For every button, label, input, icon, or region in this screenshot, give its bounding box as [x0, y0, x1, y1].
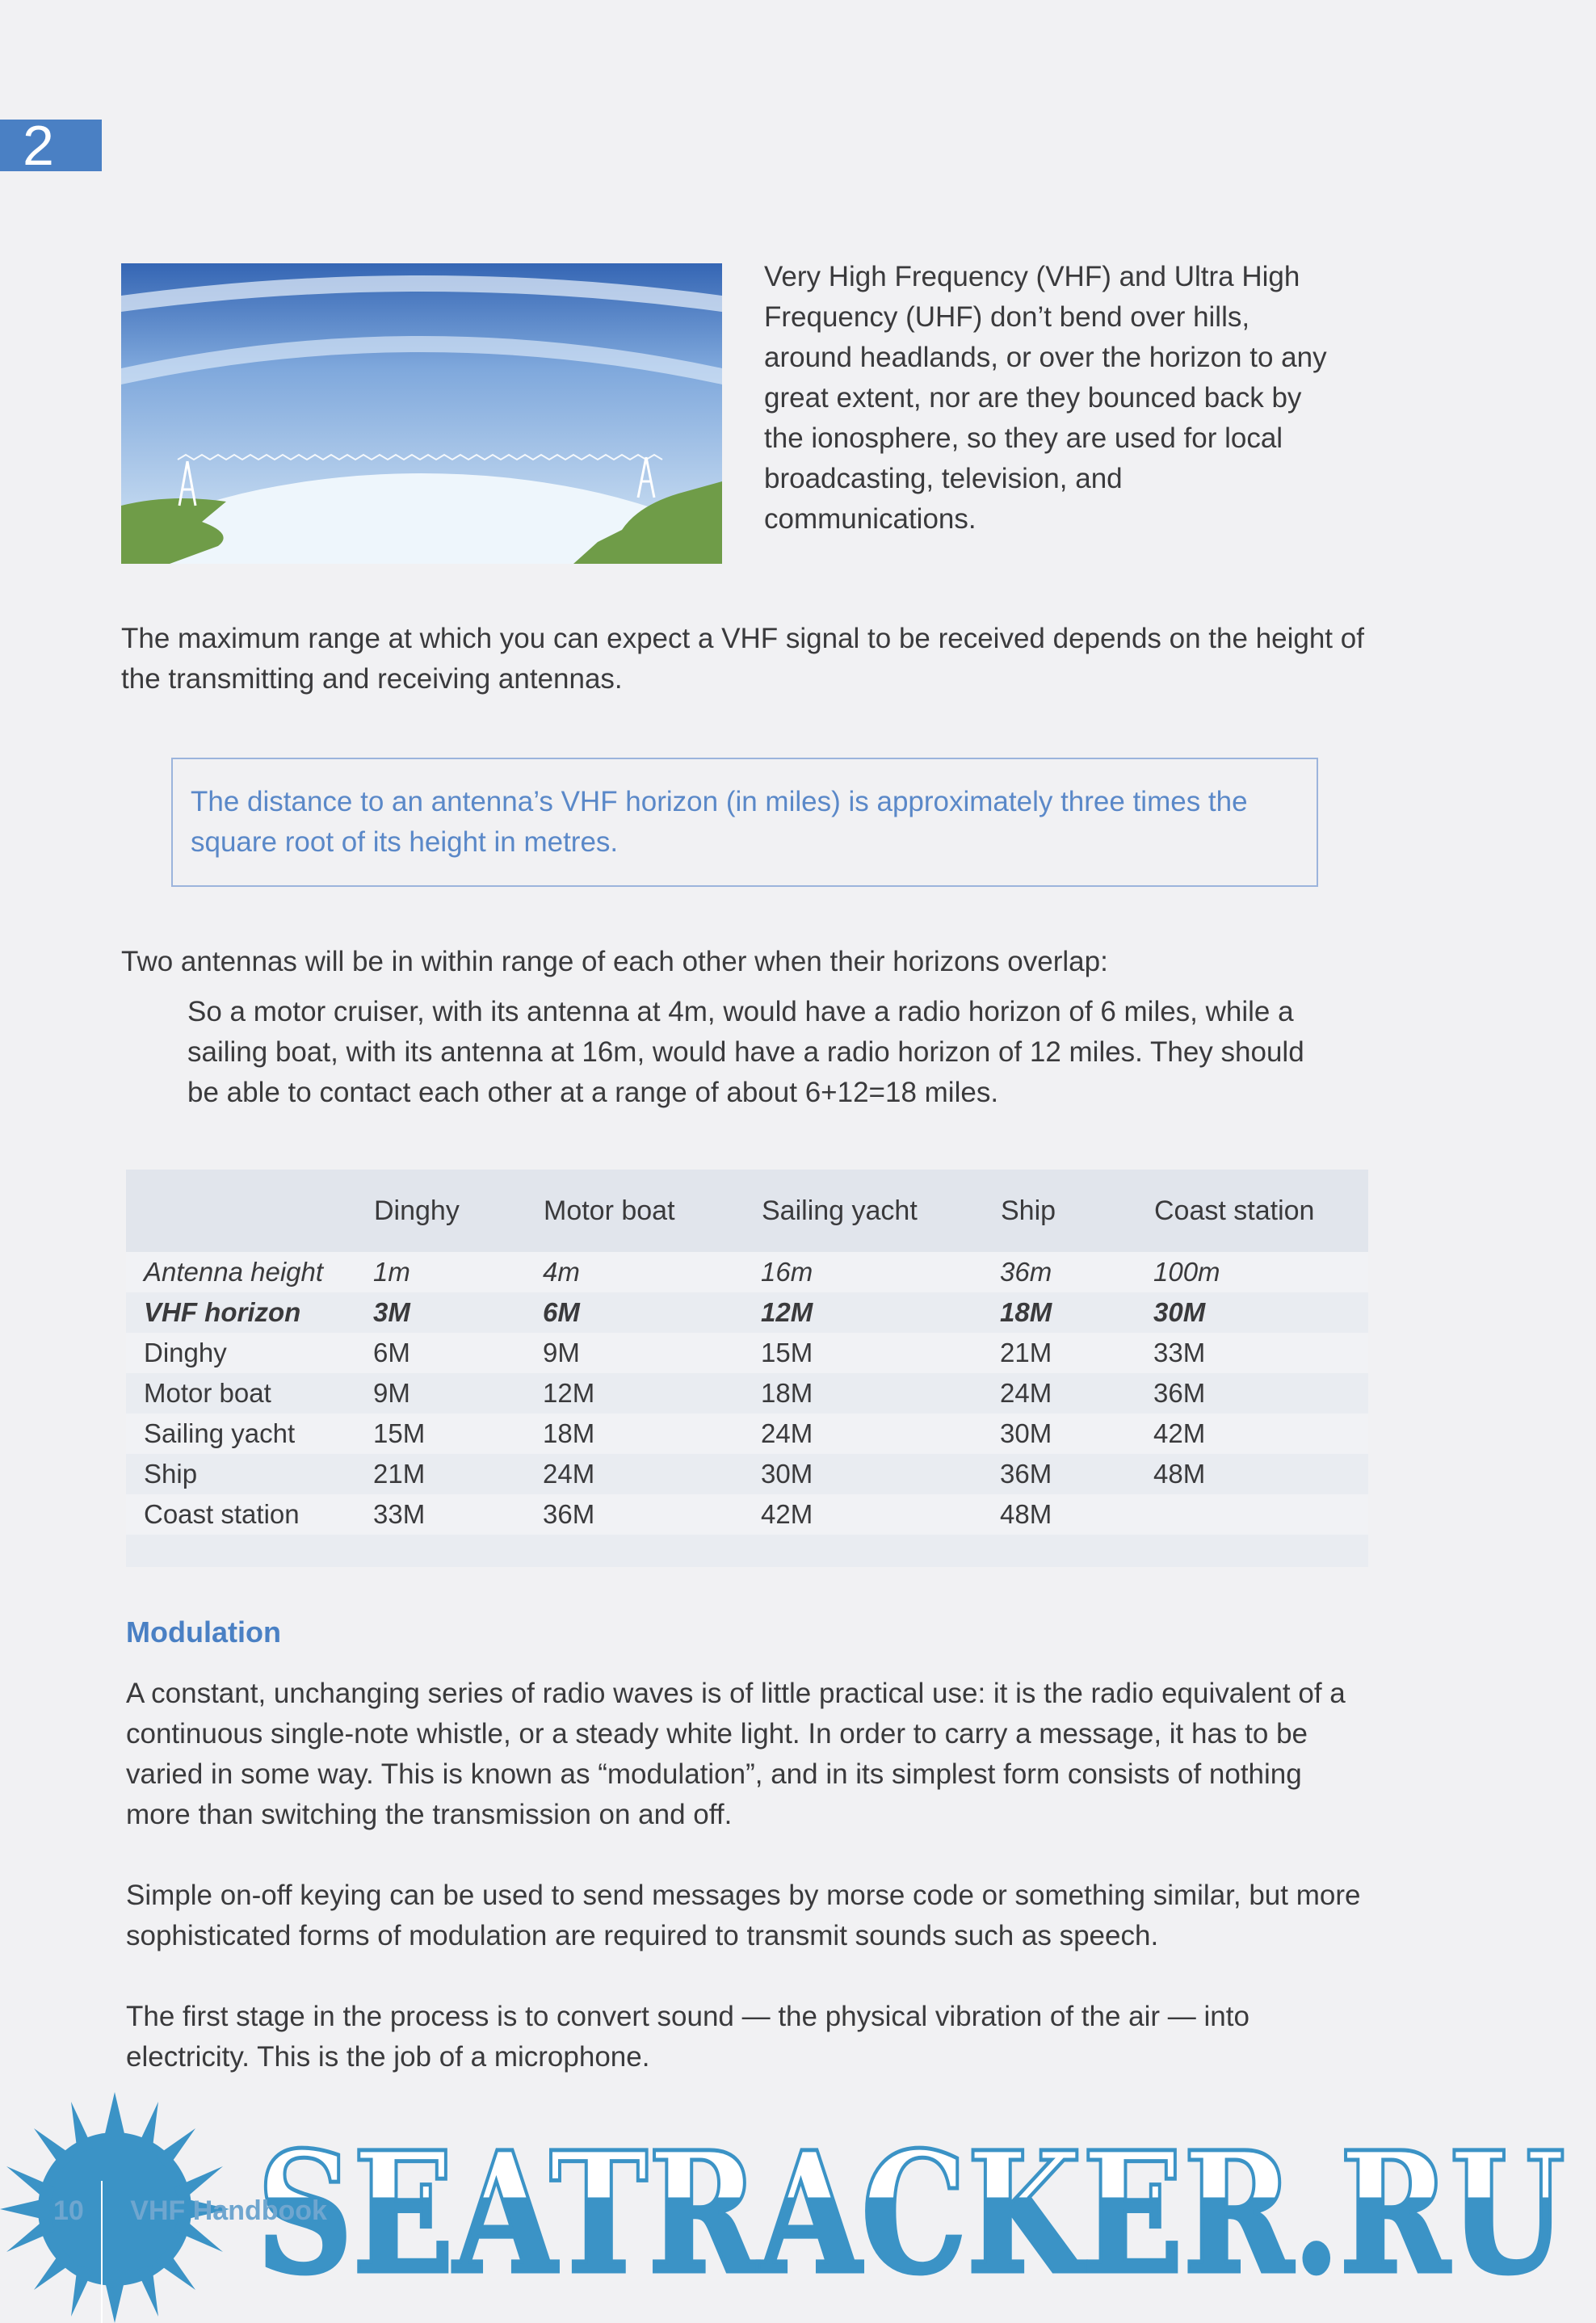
table-cell: 15M: [761, 1333, 1000, 1373]
table-cell: 18M: [761, 1373, 1000, 1414]
table-cell: 33M: [373, 1494, 543, 1535]
table-cell: 100m: [1153, 1252, 1368, 1292]
table-cell: Sailing yacht: [126, 1414, 373, 1454]
table-footer-band: [126, 1535, 1368, 1567]
modulation-heading: Modulation: [126, 1615, 281, 1649]
page-number: 10: [53, 2195, 84, 2226]
table-row: [126, 1454, 1368, 1494]
table-cell: Antenna height: [126, 1252, 373, 1292]
table-header-cell: Ship: [1001, 1195, 1056, 1226]
table-row: [126, 1252, 1368, 1292]
book-title: VHF Handbook: [130, 2195, 327, 2226]
horizon-rule-callout: [171, 758, 1318, 887]
table-row: [126, 1494, 1368, 1535]
table-cell: Dinghy: [126, 1333, 373, 1373]
table-cell: Ship: [126, 1454, 373, 1494]
table-cell: 42M: [1153, 1414, 1368, 1454]
table-cell: 36m: [1000, 1252, 1153, 1292]
intro-paragraph: Very High Frequency (VHF) and Ultra High Frequency (UHF) don’t bend over hills, around headlands, or over the horizon to any great extent, nor are they bounced back by the ionosphere, so they are used for local broadcasting, television, and communications.: [764, 261, 1327, 535]
vhf-horizon-illustration: [121, 263, 722, 564]
table-cell: 48M: [1000, 1494, 1153, 1535]
table-cell: 15M: [373, 1414, 543, 1454]
table-cell: 30M: [1000, 1414, 1153, 1454]
range-table: [126, 1170, 1368, 1567]
table-cell: 24M: [761, 1414, 1000, 1454]
table-cell: 6M: [373, 1333, 543, 1373]
table-header-cell: Coast station: [1154, 1195, 1315, 1226]
table-row: [126, 1373, 1368, 1414]
table-cell: 18M: [1000, 1292, 1153, 1333]
table-header-cell: Dinghy: [374, 1195, 460, 1226]
table-cell: [1153, 1494, 1368, 1535]
table-cell: 12M: [543, 1373, 761, 1414]
modulation-paragraph-1: A constant, unchanging series of radio waves is of little practical use: it is the radio equivalent of a continuous single-note whistle, or a steady white light. In order to carry a message, it has to be varied in some way. This is known as “modulation”, and in its simplest form consists of nothing more than switching the transmission on and off.: [126, 1678, 1346, 1830]
table-header-cell: Motor boat: [544, 1195, 675, 1226]
table-cell: Coast station: [126, 1494, 373, 1535]
page-footer: [53, 2195, 327, 2227]
table-cell: 30M: [761, 1454, 1000, 1494]
example-paragraph: So a motor cruiser, with its antenna at 4m, would have a radio horizon of 6 miles, while a sailing boat, with its antenna at 16m, would have a radio horizon of 12 miles. They should be able to contact each other at a range of about 6+12=18 miles.: [187, 996, 1304, 1108]
table-cell: 33M: [1153, 1333, 1368, 1373]
table-cell: 24M: [1000, 1373, 1153, 1414]
table-cell: Motor boat: [126, 1373, 373, 1414]
table-cell: 21M: [1000, 1333, 1153, 1373]
chapter-number-tab: 2: [0, 120, 102, 171]
table-cell: 30M: [1153, 1292, 1368, 1333]
table-cell: 21M: [373, 1454, 543, 1494]
table-cell: 36M: [1000, 1454, 1153, 1494]
range-paragraph: The maximum range at which you can expect a VHF signal to be received depends on the height of the transmitting and receiving antennas.: [121, 623, 1364, 695]
table-cell: 9M: [543, 1333, 761, 1373]
table-header-cell: Sailing yacht: [762, 1195, 918, 1226]
table-cell: 1m: [373, 1252, 543, 1292]
table-row: [126, 1333, 1368, 1373]
table-cell: 36M: [543, 1494, 761, 1535]
table-cell: 48M: [1153, 1454, 1368, 1494]
table-row: [126, 1414, 1368, 1454]
modulation-paragraph-3: The first stage in the process is to convert sound — the physical vibration of the air — into electricity. This is the job of a microphone.: [126, 2001, 1250, 2073]
table-cell: 18M: [543, 1414, 761, 1454]
table-cell: 16m: [761, 1252, 1000, 1292]
table-cell: 42M: [761, 1494, 1000, 1535]
table-cell: 12M: [761, 1292, 1000, 1333]
range-table-panel: [126, 1170, 1368, 1565]
table-row: [126, 1292, 1368, 1333]
watermark-text: SEATRACKER.RU: [257, 2115, 1565, 2311]
table-cell: 6M: [543, 1292, 761, 1333]
table-cell: 24M: [543, 1454, 761, 1494]
table-cell: 3M: [373, 1292, 543, 1333]
table-header-row: [126, 1170, 1368, 1252]
table-cell: 4m: [543, 1252, 761, 1292]
modulation-paragraph-2: Simple on-off keying can be used to send messages by morse code or something similar, but more sophisticated forms of modulation are required to transmit sounds such as speech.: [126, 1880, 1361, 1951]
overlap-paragraph: Two antennas will be in within range of each other when their horizons overlap:: [121, 946, 1108, 977]
table-header-cell: [126, 1170, 373, 1252]
callout-text: The distance to an antenna’s VHF horizon (in miles) is approximately three times the square root of its height in metres.: [191, 786, 1248, 858]
table-cell: 9M: [373, 1373, 543, 1414]
table-cell: VHF horizon: [126, 1292, 373, 1333]
table-cell: 36M: [1153, 1373, 1368, 1414]
